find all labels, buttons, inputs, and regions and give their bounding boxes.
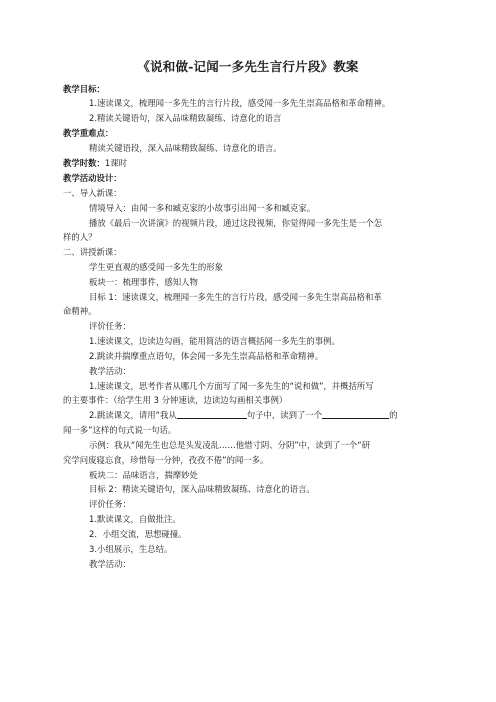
- activity-1-2-part-a: 2.跳读课文，请用“我从: [89, 410, 177, 420]
- example-text-cont: 究学问废寝忘食，珍惜每一分钟，孜孜不倦”的闻一多。: [63, 455, 269, 465]
- activity-1-1-cont: 的主要事件：（给学生用 3 分钟速读，边读边勾画相关事例）: [63, 395, 288, 405]
- section-teaching: 二、讲授新课：: [63, 247, 122, 257]
- class-hours-value: 1课时: [104, 158, 127, 168]
- heading-key-points: 教学重难点：: [63, 128, 114, 138]
- teaching-text: 学生更直观的感受闻一多先生的形象: [89, 262, 223, 272]
- goal-1-text: 目标 1：速读课文，梳理闻一多先生的言行片段，感受闻一多先生崇高品格和革: [89, 292, 382, 302]
- objective-1: 1.速读课文，梳理闻一多先生的言行片段，感受闻一多先生崇高品格和革命精神。: [89, 98, 391, 108]
- teaching-activities-1: 教学活动：: [89, 366, 131, 376]
- activity-1-1: 1.速读课文，思考作者从哪几个方面写了闻一多先生的“说和做”，并概括所写: [89, 381, 374, 391]
- intro-text-2: 播放《最后一次讲演》的视频片段，通过这段视频，你觉得闻一多先生是一个怎: [89, 218, 383, 228]
- activity-1-2-part-c: 的: [389, 410, 398, 420]
- evaluation-task-1-2: 2.跳读并揣摩重点语句，体会闻一多先生崇高品格和革命精神。: [89, 351, 324, 361]
- heading-class-hours: 教学时数：: [63, 158, 105, 168]
- teaching-activities-2: 教学活动：: [89, 559, 131, 569]
- evaluation-task-1-1: 1.速读课文，边读边勾画，能用简洁的语言概括闻一多先生的事例。: [89, 336, 340, 346]
- key-points-text: 精读关键语段，深入品味精致凝练、诗意化的语言。: [89, 143, 282, 153]
- intro-text-2-cont: 样的人？: [63, 232, 97, 242]
- heading-activity-design: 教学活动设计：: [63, 173, 122, 183]
- section-intro: 一、导入新课：: [63, 188, 122, 198]
- goal-2-text: 目标 2：精读关键语句，深入品味精致凝练、诗意化的语言。: [89, 484, 315, 494]
- evaluation-tasks-1: 评价任务：: [89, 321, 131, 331]
- document-title: 《说和做-记闻一多先生言行片段》教案: [137, 59, 359, 74]
- example-text: 示例：我从“闻先生也总是头发凌乱……他惜寸阴、分阴”中，读到了一个“研: [89, 440, 371, 450]
- block-2-title: 板块二：品味语言，揣摩妙处: [89, 470, 198, 480]
- fill-blank-2: [322, 410, 389, 419]
- heading-objectives: 教学目标：: [63, 84, 105, 94]
- activity-1-2-part-b: 句子中，读到了一个: [246, 410, 323, 420]
- evaluation-tasks-2: 评价任务：: [89, 499, 131, 509]
- activity-1-2: [89, 410, 435, 421]
- objective-2: 2.精读关键语句，深入品味精致凝练、诗意化的语言: [89, 113, 282, 123]
- class-hours-line: [63, 158, 435, 169]
- block-1-title: 板块一：梳理事件，感知人物: [89, 277, 198, 287]
- activity-1-2-cont: 闻一多”这样的句式说一句话。: [63, 425, 177, 435]
- goal-1-text-cont: 命精神。: [63, 306, 97, 316]
- fill-blank-1: [177, 410, 247, 419]
- evaluation-task-2-2: 2．小组交流，思想碰撞。: [89, 529, 187, 539]
- evaluation-task-2-1: 1.默读课文，自做批注。: [89, 514, 181, 524]
- evaluation-task-2-3: 3.小组展示，生总结。: [89, 544, 173, 554]
- intro-text-1: 情境导入：由闻一多和臧克家的小故事引出闻一多和臧克家。: [89, 203, 316, 213]
